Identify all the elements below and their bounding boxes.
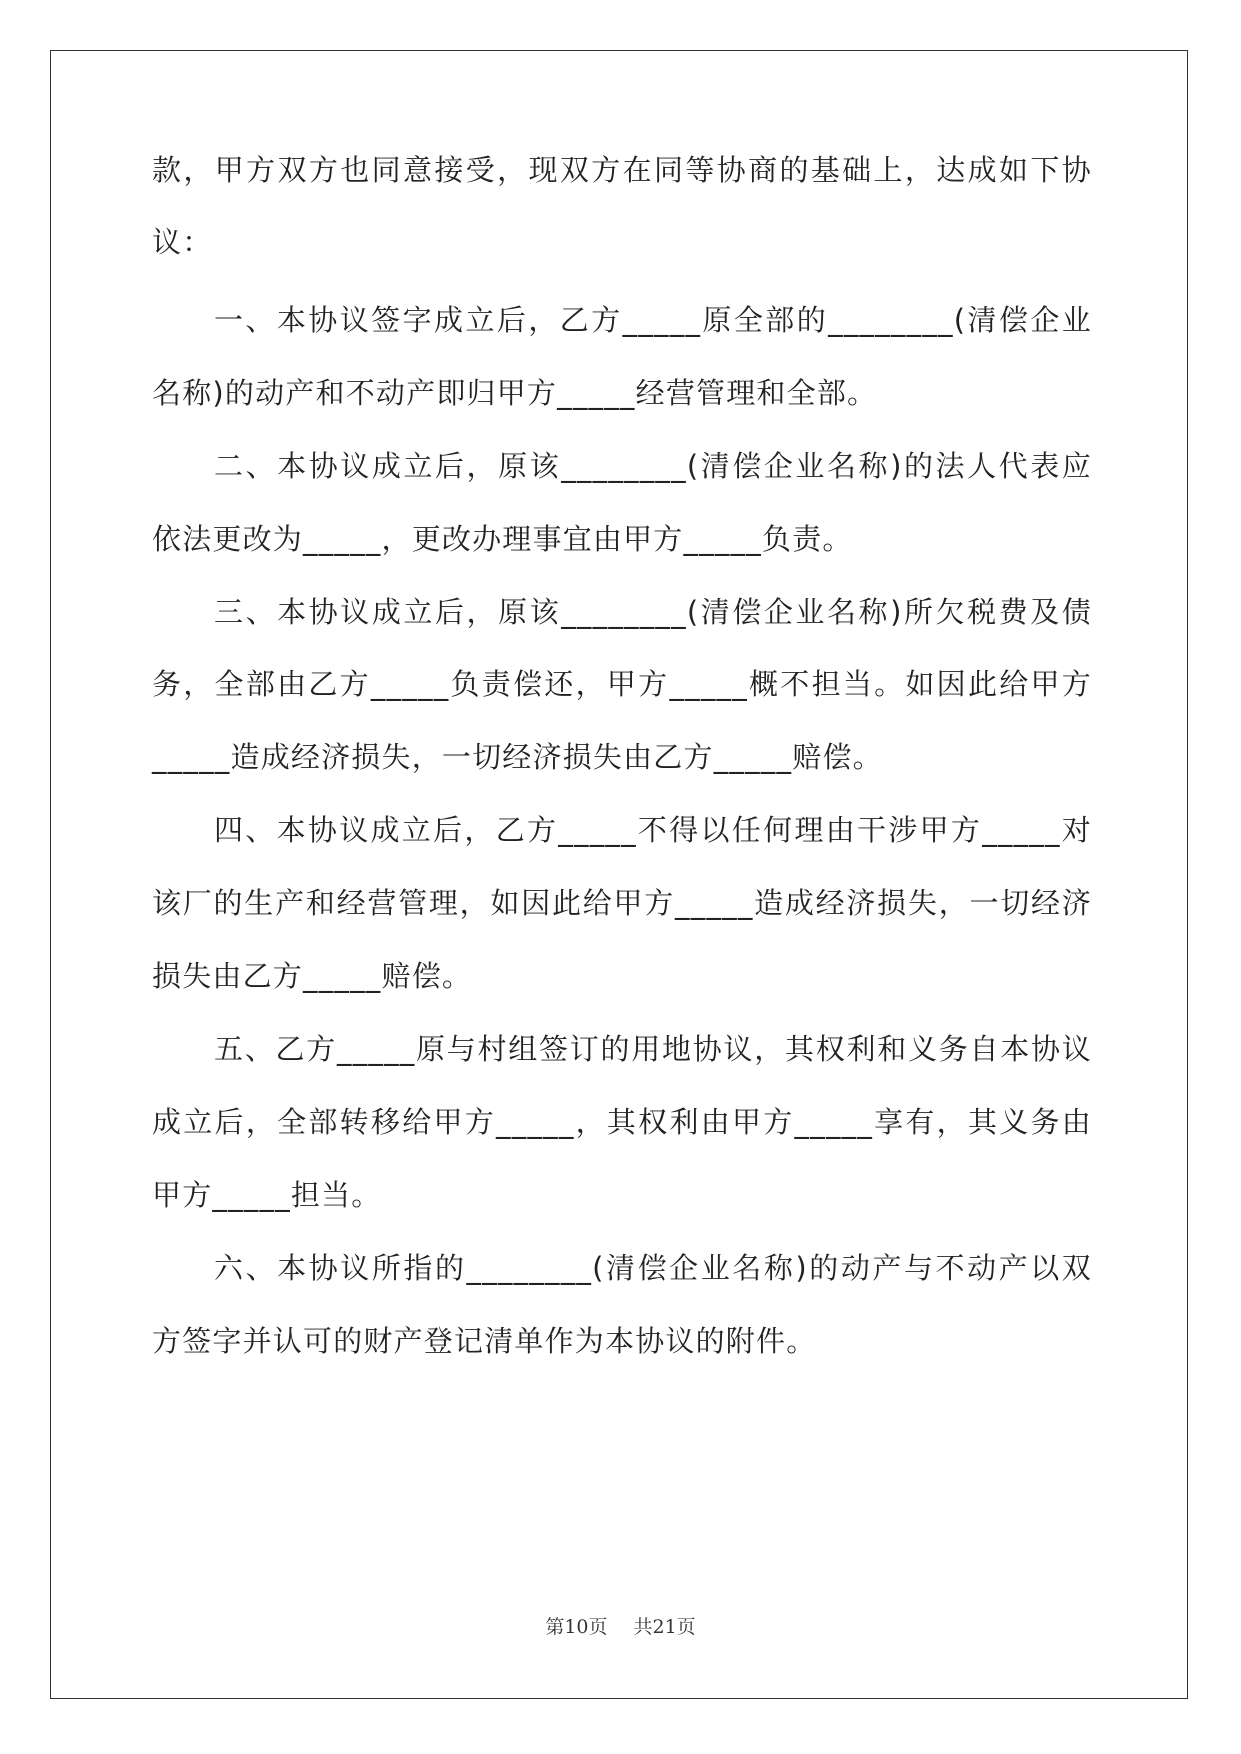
text-line-13: 五、乙方_____原与村组签订的用地协议，其权利和义务自本协议 [214, 1032, 1092, 1066]
page-footer [0, 1612, 1241, 1639]
text-line-10: 四、本协议成立后，乙方_____不得以任何理由干涉甲方_____对 [214, 813, 1092, 847]
text-line-8: 务，全部由乙方_____负责偿还，甲方_____概不担当。如因此给甲方 [152, 667, 1092, 701]
text-line-15: 甲方_____担当。 [152, 1178, 382, 1212]
page-total: 共21页 [633, 1616, 696, 1638]
text-line-9: _____造成经济损失，一切经济损失由乙方_____赔偿。 [152, 740, 883, 774]
text-line-2: 议： [152, 225, 213, 259]
text-line-1: 款，甲方双方也同意接受，现双方在同等协商的基础上，达成如下协 [152, 153, 1092, 187]
text-line-17: 方签字并认可的财产登记清单作为本协议的附件。 [152, 1324, 817, 1358]
page-border [50, 50, 1188, 1699]
text-line-16: 六、本协议所指的________(清偿企业名称)的动产与不动产以双 [214, 1251, 1092, 1285]
page-number: 第10页 [545, 1616, 608, 1638]
text-line-6: 依法更改为_____，更改办理事宜由甲方_____负责。 [152, 522, 853, 556]
text-line-5: 二、本协议成立后，原该________(清偿企业名称)的法人代表应 [214, 449, 1092, 483]
text-line-7: 三、本协议成立后，原该________(清偿企业名称)所欠税费及债 [214, 595, 1092, 629]
text-line-11: 该厂的生产和经营管理，如因此给甲方_____造成经济损失，一切经济 [152, 886, 1092, 920]
text-line-4: 名称)的动产和不动产即归甲方_____经营管理和全部。 [152, 376, 878, 410]
text-line-12: 损失由乙方_____赔偿。 [152, 959, 473, 993]
text-line-3: 一、本协议签字成立后，乙方_____原全部的________(清偿企业 [214, 303, 1092, 337]
text-line-14: 成立后，全部转移给甲方_____，其权利由甲方_____享有，其义务由 [152, 1105, 1092, 1139]
